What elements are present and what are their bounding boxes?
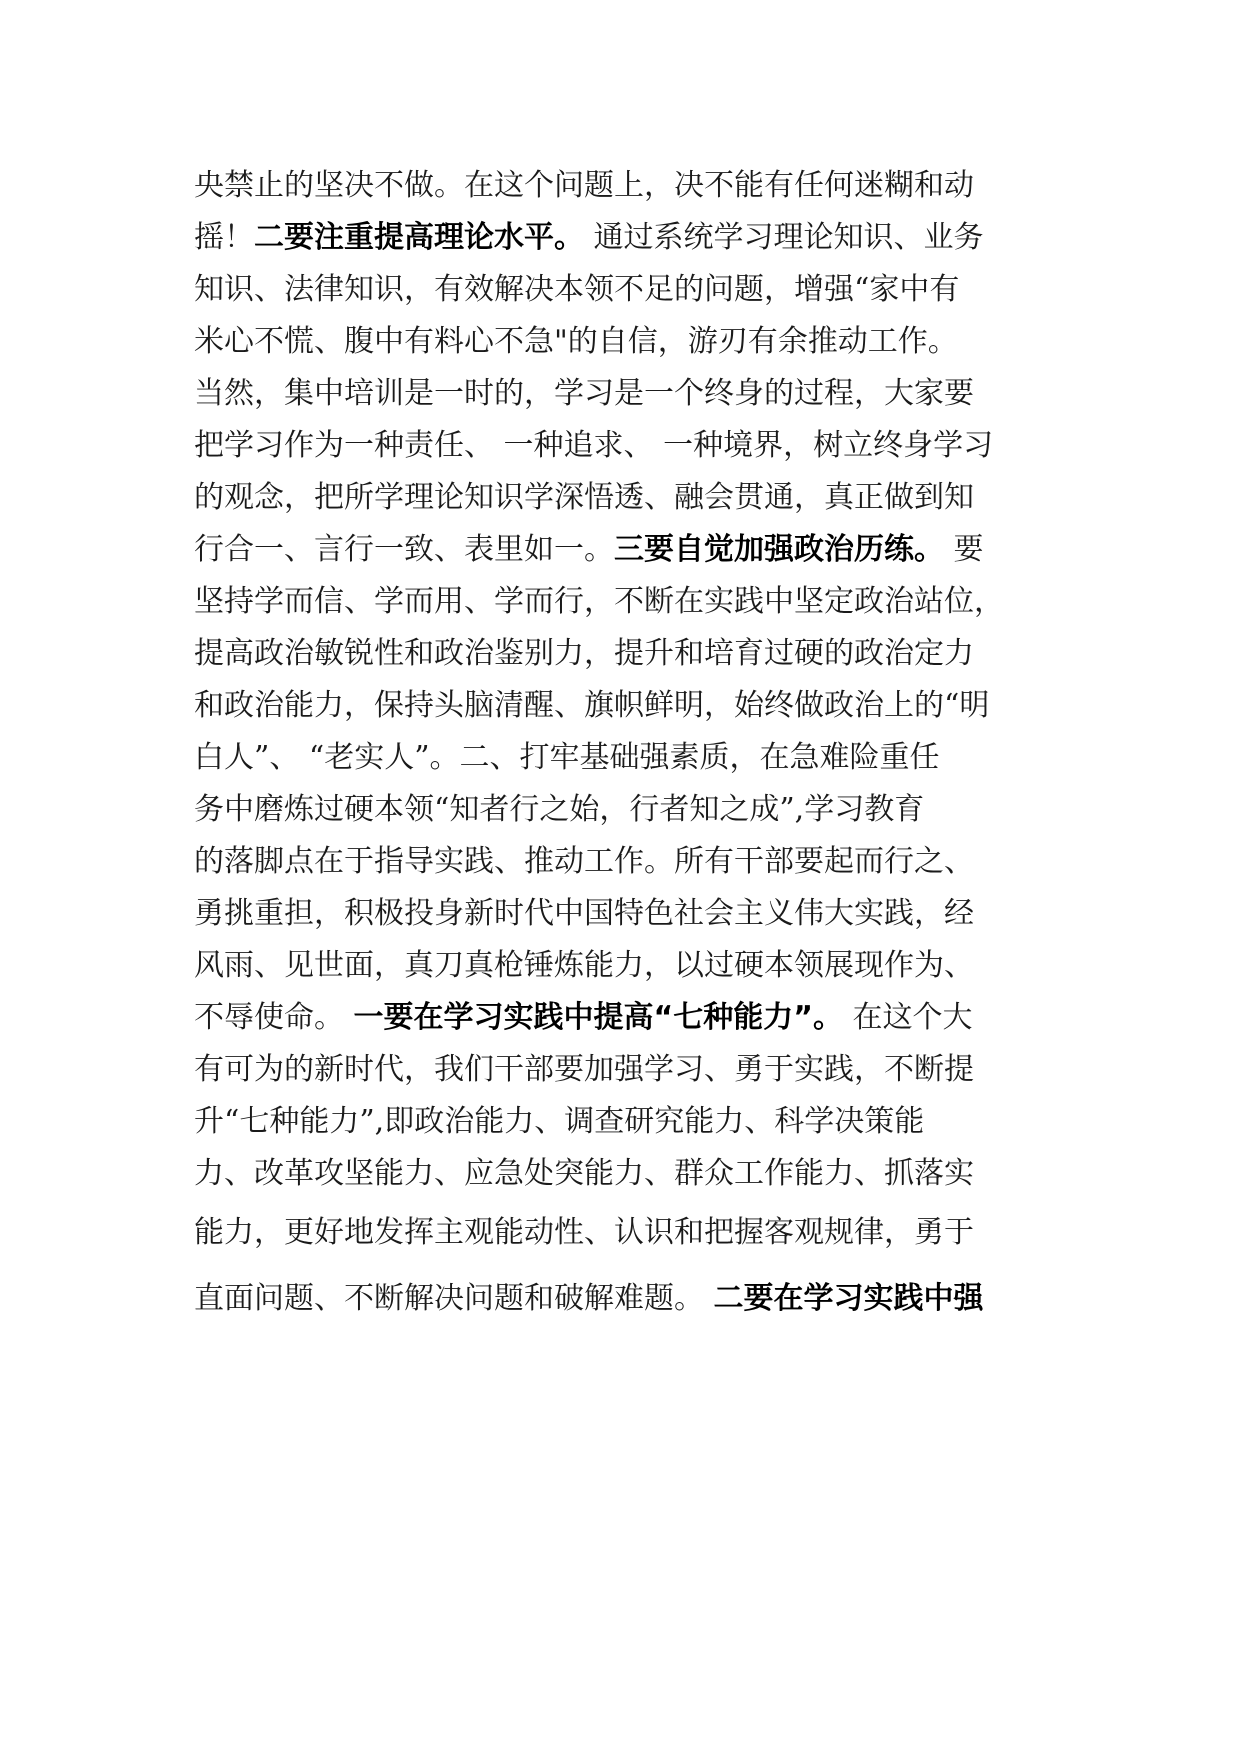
bold-heading-text: 二要注重提高理论水平。 [254,220,584,255]
body-text-run: 的观念，把所学理论知识学深悟透、融会贯通，真正做到知 [194,480,974,515]
body-text-run: 不辱使命。 [194,1000,354,1035]
text-line [194,420,1054,472]
body-text-run: 白人”、 “老实人”。二、打牢基础强素质，在急难险重任 [194,740,940,775]
text-line [194,472,1054,524]
body-text-run: 风雨、见世面，真刀真枪锤炼能力，以过硬本领展现作为、 [194,948,974,983]
bold-heading-text: 一要在学习实践中提高“七种能力”。 [353,1000,843,1035]
text-line [194,1096,1054,1148]
text-line [194,212,1054,264]
body-text-run: 知识、法律知识，有效解决本领不足的问题，增强“家中有 [194,272,960,307]
body-text [194,160,1054,1332]
body-text-run: 提高政治敏锐性和政治鉴别力，提升和培育过硬的政治定力 [194,636,974,671]
text-line [194,732,1054,784]
bold-heading-text: 二要在学习实践中强 [713,1281,984,1316]
text-line [194,1148,1054,1200]
body-text-run: 升“七种能力”,即政治能力、调查研究能力、科学决策能 [194,1104,925,1139]
body-text-run: 央禁止的坚决不做。在这个问题上，决不能有任何迷糊和动 [194,168,974,203]
text-line [194,576,1054,628]
text-line [194,1200,1054,1266]
body-text-run: 坚持学而信、学而用、学而行，不断在实践中坚定政治站位， [194,584,1004,619]
body-text-run: 在这个大 [842,1000,973,1035]
body-text-run: 有可为的新时代，我们干部要加强学习、勇于实践，不断提 [194,1052,974,1087]
body-text-run: 的落脚点在于指导实践、推动工作。所有干部要起而行之、 [194,844,974,879]
text-line [194,316,1054,368]
body-text-run: 能力，更好地发挥主观能动性、认识和把握客观规律，勇于 [194,1215,974,1250]
text-line [194,888,1054,940]
text-line [194,680,1054,732]
text-line [194,524,1054,576]
body-text-run: 把学习作为一种责任、 一种追求、 一种境界，树立终身学习 [194,428,994,463]
text-line [194,368,1054,420]
text-line [194,992,1054,1044]
body-text-run: 要 [944,532,984,567]
text-line [194,628,1054,680]
body-text-run: 务中磨炼过硬本领“知者行之始，行者知之成”,学习教育 [194,792,925,827]
body-text-run: 勇挑重担，积极投身新时代中国特色社会主义伟大实践，经 [194,896,974,931]
body-text-run: 摇！ [194,220,254,255]
text-line [194,940,1054,992]
text-line [194,1266,1054,1332]
body-text-run: 当然，集中培训是一时的，学习是一个终身的过程，大家要 [194,376,974,411]
body-text-run: 米心不慌、腹中有料心不急"的自信，游刃有余推动工作。 [194,324,958,359]
text-line [194,264,1054,316]
text-line [194,836,1054,888]
body-text-run: 力、改革攻坚能力、应急处突能力、群众工作能力、抓落实 [194,1156,974,1191]
body-text-run: 直面问题、不断解决问题和破解难题。 [194,1281,714,1316]
text-line [194,160,1054,212]
body-text-run: 和政治能力，保持头脑清醒、旗帜鲜明，始终做政治上的“明 [194,688,990,723]
text-line [194,784,1054,836]
body-text-run: 通过系统学习理论知识、业务 [584,220,984,255]
text-line [194,1044,1054,1096]
bold-heading-text: 三要自觉加强政治历练。 [614,532,944,567]
body-text-run: 行合一、言行一致、表里如一。 [194,532,614,567]
